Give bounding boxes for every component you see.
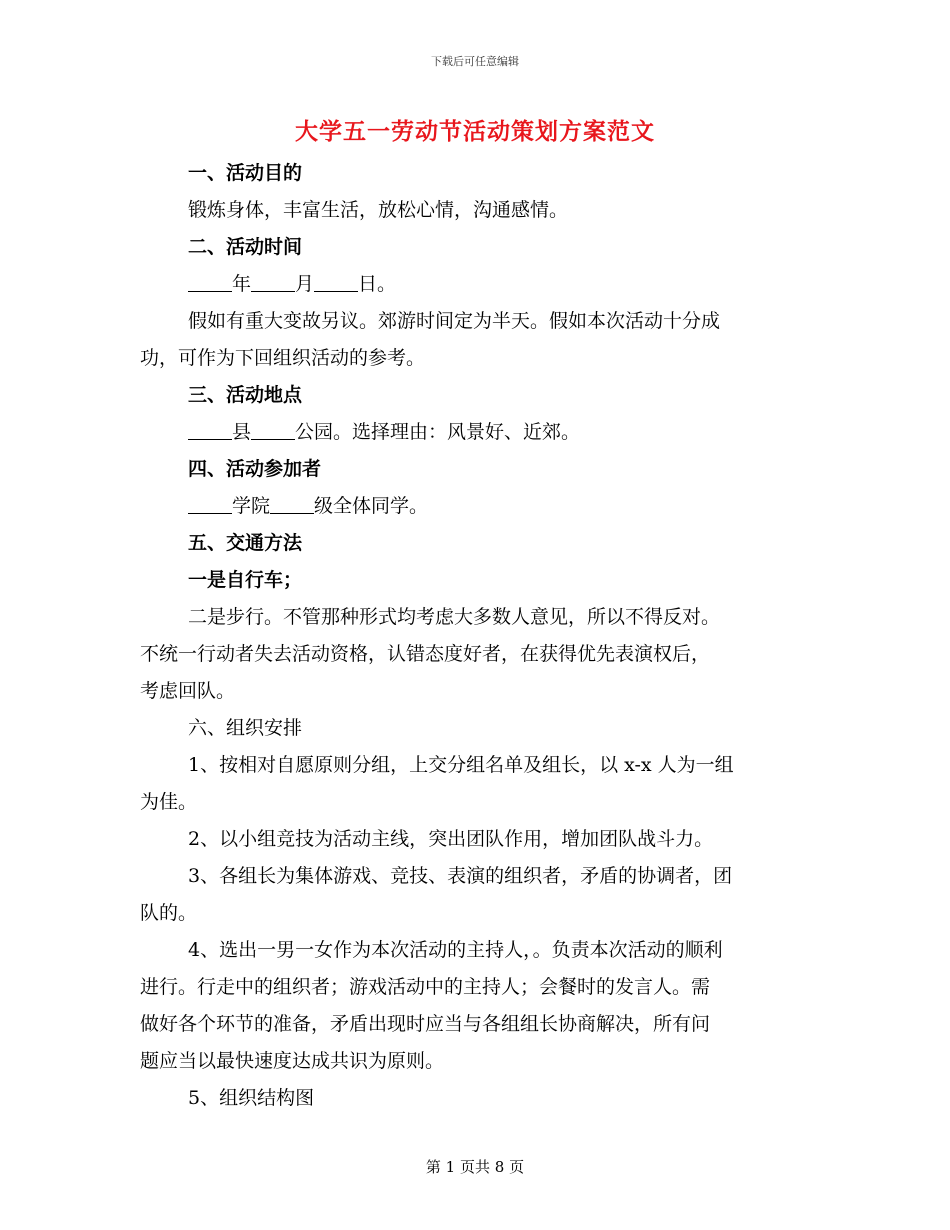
- section-heading-time: 二、活动时间: [188, 236, 303, 258]
- blank-day: [314, 273, 358, 292]
- org-item3-line2: 队的。: [140, 902, 198, 924]
- section-heading-transport: 五、交通方法: [188, 532, 303, 554]
- blank-month: [251, 273, 295, 292]
- transport-walk-line2: 不统一行动者失去活动资格，认错态度好者，在获得优先表演权后，: [140, 643, 711, 665]
- document-body: [140, 155, 810, 1117]
- org-item4-line2: 进行。行走中的组织者；游戏活动中的主持人；会餐时的发言人。需: [140, 976, 711, 998]
- section-heading-purpose: 一、活动目的: [188, 162, 303, 184]
- org-item4-line3: 做好各个环节的准备，矛盾出现时应当与各组组长协商解决，所有问: [140, 1013, 711, 1035]
- section-heading-location: 三、活动地点: [188, 384, 303, 406]
- org-item3-line1: 3、各组长为集体游戏、竞技、表演的组织者，矛盾的协调者，团: [188, 865, 733, 887]
- org-item4-line4: 题应当以最快速度达成共识为原则。: [140, 1050, 445, 1072]
- time-note-line2: 功，可作为下回组织活动的参考。: [140, 347, 426, 369]
- header-note: 下载后可任意编辑: [431, 55, 519, 68]
- date-year-label: 年: [232, 273, 252, 295]
- park-text: 公园。选择理由：风景好、近郊。: [295, 421, 581, 443]
- blank-park: [251, 421, 295, 440]
- transport-walk-line1: 二是步行。不管那种形式均考虑大多数人意见，所以不得反对。: [188, 606, 721, 628]
- transport-walk-line3: 考虑回队。: [140, 680, 236, 702]
- org-item1-line1: 1、按相对自愿原则分组，上交分组名单及组长，以 x-x 人为一组: [188, 754, 734, 776]
- transport-bike: 一是自行车；: [188, 569, 303, 591]
- blank-year: [188, 273, 232, 292]
- org-item1-line2: 为佳。: [140, 791, 198, 813]
- blank-county: [188, 421, 232, 440]
- document-title: 大学五一劳动节活动策划方案范文: [295, 118, 655, 145]
- date-line: [140, 266, 810, 303]
- org-item4-line1: 4、选出一男一女作为本次活动的主持人，。负责本次活动的顺利: [188, 939, 723, 961]
- org-item5: 5、组织结构图: [188, 1087, 315, 1109]
- county-label: 县: [232, 421, 252, 443]
- participants-line: [140, 488, 810, 525]
- college-label: 学院: [232, 495, 271, 517]
- grade-text: 级全体同学。: [314, 495, 429, 517]
- time-note-line1: 假如有重大变故另议。郊游时间定为半天。假如本次活动十分成: [188, 310, 721, 332]
- org-item2: 2、以小组竞技为活动主线，突出团队作用，增加团队战斗力。: [188, 828, 714, 850]
- section-heading-participants: 四、活动参加者: [188, 458, 322, 480]
- section-heading-organization: 六、组织安排: [188, 717, 303, 739]
- page-footer: 第 1 页共 8 页: [425, 1158, 525, 1176]
- purpose-text: 锻炼身体，丰富生活，放松心情，沟通感情。: [188, 199, 569, 221]
- date-month-label: 月: [295, 273, 315, 295]
- blank-college: [188, 495, 232, 514]
- location-line: [140, 414, 810, 451]
- date-day-label: 日。: [358, 273, 397, 295]
- blank-grade: [270, 495, 314, 514]
